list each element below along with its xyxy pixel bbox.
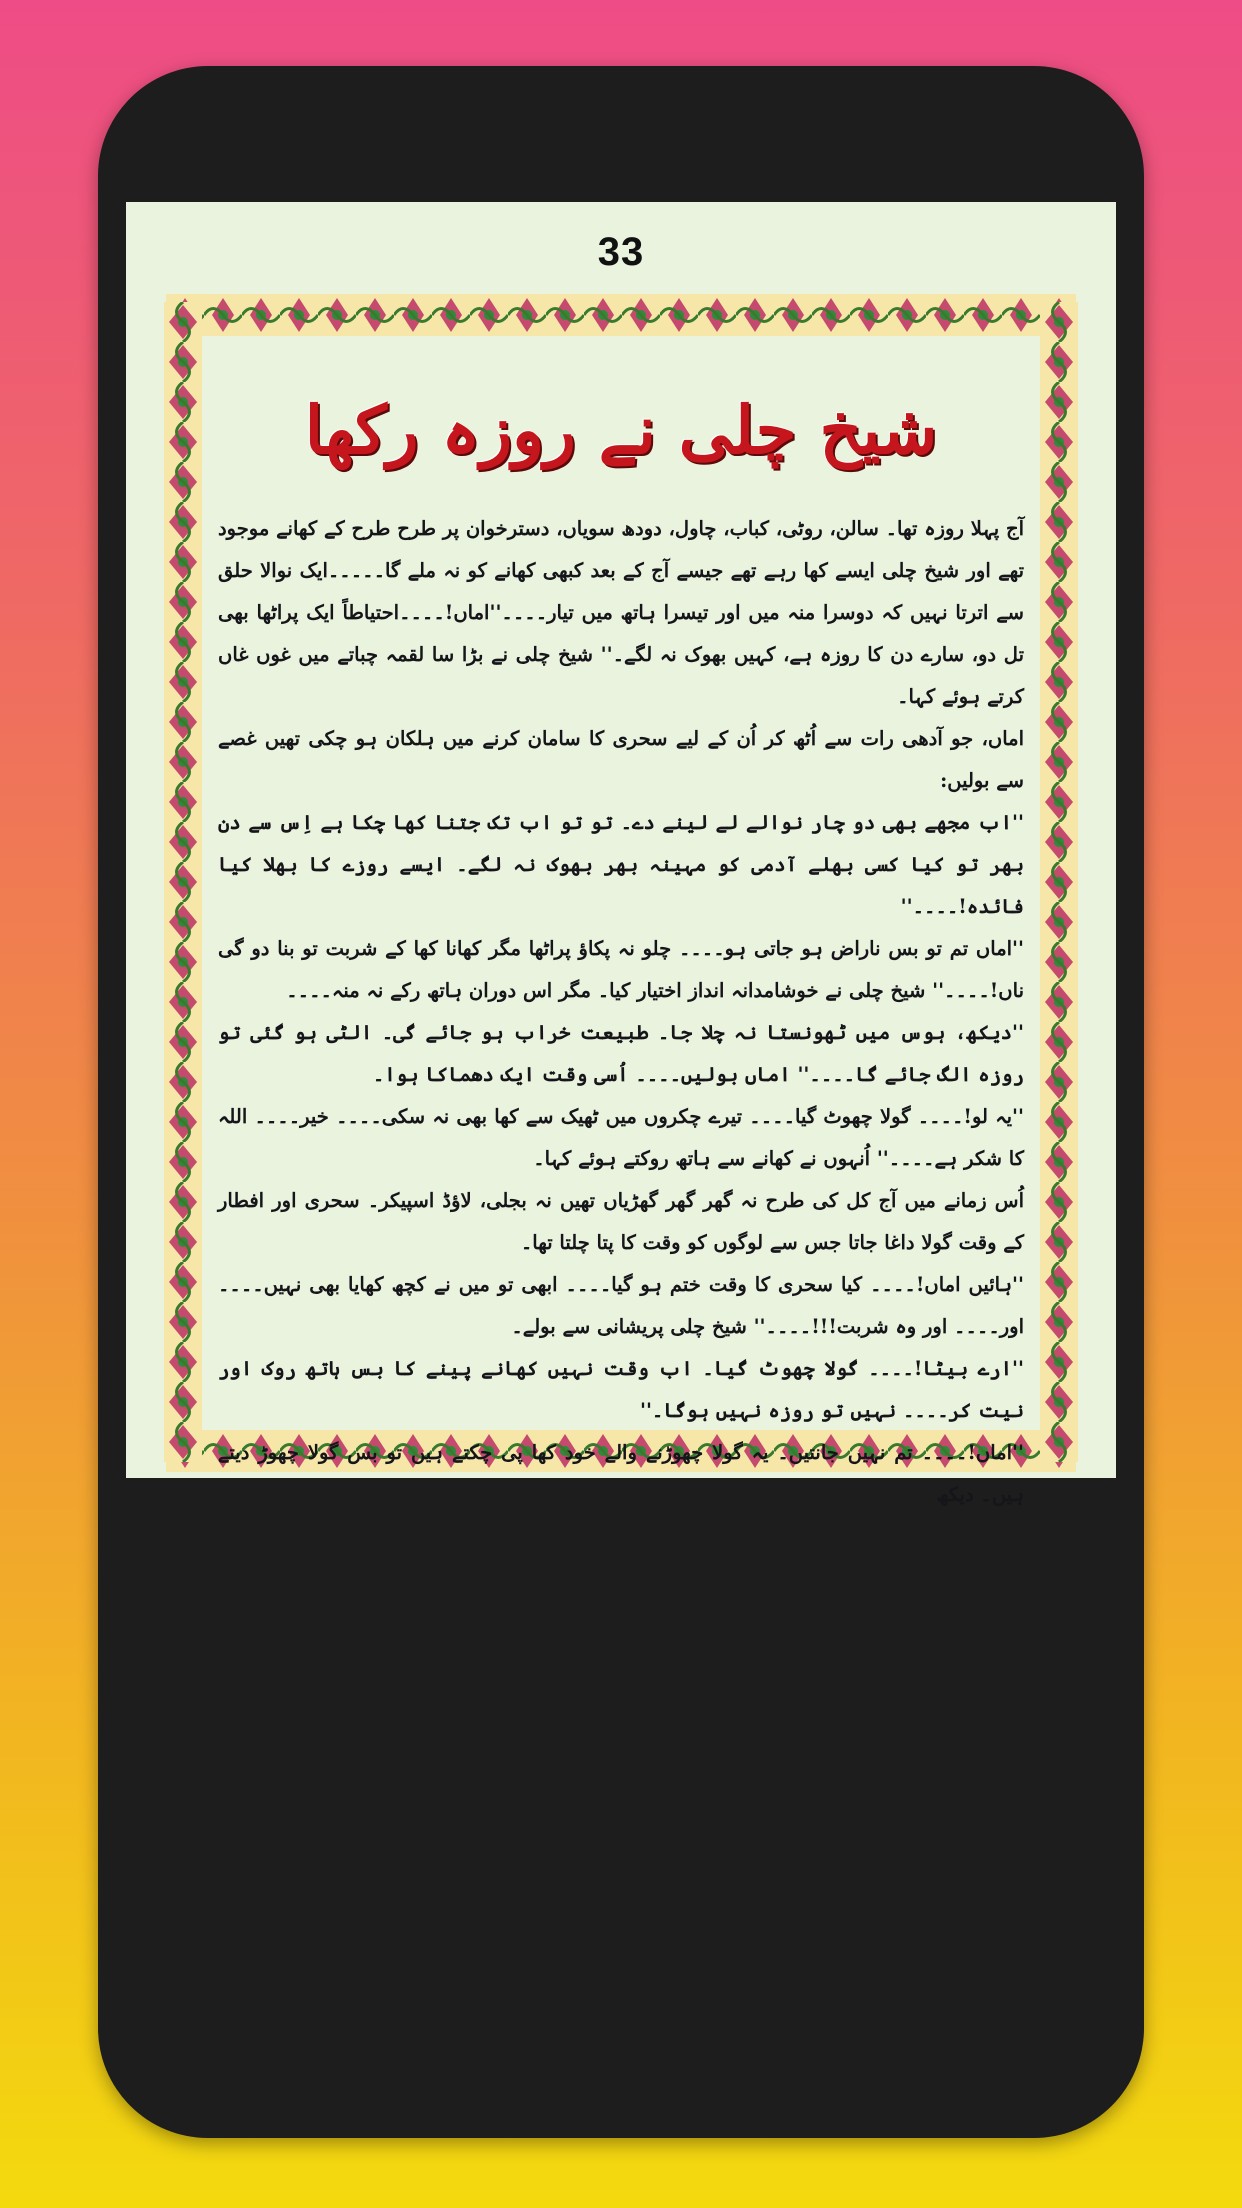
decorative-border-right bbox=[1040, 302, 1078, 1462]
paragraph: آج پہلا روزہ تھا۔ سالن، روٹی، کباب، چاول، دودھ سویاں، دسترخوان پر طرح طرح کے کھانے موجود تھے اور شیخ چلی ایسے کھا رہے تھے جیسے آج کے بعد کبھی کھانے کو نہ ملے گا۔۔۔۔۔ایک نوالا حلق سے اترتا نہیں کہ دوسرا منہ میں اور تیسرا ہاتھ میں تیار۔۔۔۔''اماں!۔۔۔۔احتیاطاً ایک پراٹھا بھی تل دو، سارے دن کا روزہ ہے، کہیں بھوک نہ لگے۔'' شیخ چلی نے بڑا سا لقمہ چباتے میں غوں غاں کرتے ہوئے کہا۔ bbox=[218, 516, 1024, 708]
paragraph: اُس زمانے میں آج کل کی طرح نہ گھر گھر گھڑیاں تھیں نہ بجلی، لاؤڈ اسپیکر۔ سحری اور افطار کے وقت گولا داغا جاتا جس سے لوگوں کو وقت کا پتا چلتا تھا۔ bbox=[218, 1188, 1024, 1254]
paragraph: ''ہائیں اماں!۔۔۔۔ کیا سحری کا وقت ختم ہو گیا۔۔۔۔ ابھی تو میں نے کچھ کھایا بھی نہیں۔۔۔۔ اور۔۔۔۔ اور وہ شربت!!!۔۔۔۔'' شیخ چلی پریشانی سے بولے۔ bbox=[218, 1272, 1024, 1338]
paragraph: ''یہ لو!۔۔۔۔ گولا چھوٹ گیا۔۔۔۔ تیرے چکروں میں ٹھیک سے کھا بھی نہ سکی۔۔۔۔ خیر۔۔۔۔ اللہ کا شکر ہے۔۔۔۔'' اُنہوں نے کھانے سے ہاتھ روکتے ہوئے کہا۔ bbox=[218, 1104, 1024, 1170]
page-number: 33 bbox=[597, 230, 645, 274]
decorative-border-left bbox=[164, 302, 202, 1462]
paragraph: ''اب مجھے بھی دو چار نوالے لے لینے دے۔ تو تو اب تک جتنا کھا چکا ہے اِس سے دن بھر تو کیا کسی بھلے آدمی کو مہینہ بھر بھوک نہ لگے۔ ایسے روزے کا بھلا کیا فائدہ!۔۔۔۔'' bbox=[218, 810, 1024, 918]
paragraph: ''اماں!۔۔۔۔ تم نہیں جانتیں۔ یہ گولا چھوڑنے والے خود کھا پی چکتے ہیں تو بس گولا چھوڑ دیتے ہیں۔ دیکھ bbox=[218, 1440, 1024, 1506]
paragraph: اماں، جو آدھی رات سے اُٹھ کر اُن کے لیے سحری کا سامان کرنے میں ہلکان ہو چکی تھیں غصے سے بولیں: bbox=[218, 726, 1024, 792]
paragraph: ''ارے بیٹا!۔۔۔۔ گولا چھوٹ گیا۔ اب وقت نہیں کھانے پینے کا بس ہاتھ روک اور نیت کر۔۔۔۔ نہیں تو روزہ نہیں ہوگا۔'' bbox=[218, 1356, 1024, 1422]
decorative-border-top bbox=[166, 294, 1076, 336]
phone-frame bbox=[98, 66, 1144, 2138]
paragraph: ''دیکھ، ہوس میں ٹھونستا نہ چلا جا۔ طبیعت خراب ہو جائے گی۔ الٹی ہو گئی تو روزہ الگ جائے گا۔۔۔۔'' اماں بولیں۔۔۔۔ اُسی وقت ایک دھماکا ہوا۔ bbox=[218, 1020, 1024, 1086]
story-title: شیخ چلی نے روزہ رکھا bbox=[304, 391, 938, 469]
paragraph: ''اماں تم تو بس ناراض ہو جاتی ہو۔۔۔۔ چلو نہ پکاؤ پراٹھا مگر کھانا کھا کے شربت تو بنا دو گی ناں!۔۔۔۔'' شیخ چلی نے خوشامدانہ انداز اختیار کیا۔ مگر اس دوران ہاتھ رکے نہ منہ۔۔۔۔ bbox=[218, 936, 1024, 1002]
story-body bbox=[218, 508, 1024, 1516]
book-page[interactable] bbox=[126, 202, 1116, 1506]
story-content bbox=[218, 344, 1024, 1506]
